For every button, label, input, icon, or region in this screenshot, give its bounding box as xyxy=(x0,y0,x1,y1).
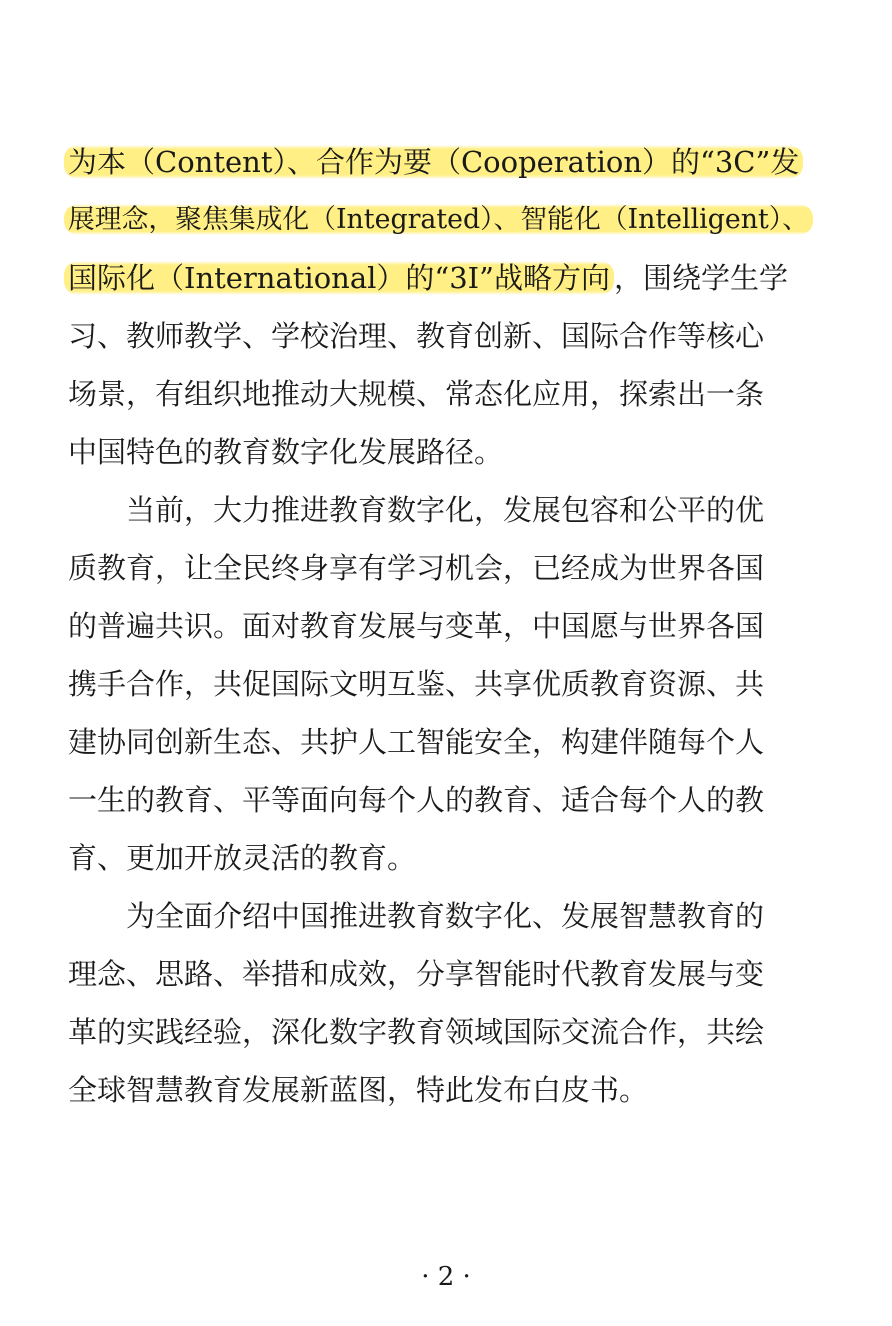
line-text: 携手合作，共促国际文明互鉴、共享优质教育资源、共 xyxy=(68,667,765,701)
text-line xyxy=(68,374,813,414)
text-line xyxy=(68,1012,813,1052)
line-text: 一生的教育、平等面向每个人的教育、适合每个人的教 xyxy=(68,783,765,817)
line-text: 建协同创新生态、共护人工智能安全，构建伴随每个人 xyxy=(68,725,765,759)
highlighted-text: 展理念，聚焦集成化（Integrated）、智能化（Intelligent）、 xyxy=(64,204,813,235)
text-line xyxy=(68,896,813,936)
line-text: 为全面介绍中国推进教育数字化、发展智慧教育的 xyxy=(68,899,765,933)
page-number: · 2 · xyxy=(421,1262,471,1292)
text-line xyxy=(68,954,813,994)
text-line xyxy=(68,432,813,472)
line-text: 习、教师教学、学校治理、教育创新、国际合作等核心 xyxy=(68,319,765,353)
text-line xyxy=(68,200,813,240)
text-line xyxy=(68,548,813,588)
text-line xyxy=(68,780,813,820)
line-text: 全球智慧教育发展新蓝图，特此发布白皮书。 xyxy=(68,1073,649,1107)
line-text: 场景，有组织地推动大规模、常态化应用，探索出一条 xyxy=(68,377,765,411)
text-line xyxy=(68,606,813,646)
line-text: 中国特色的教育数字化发展路径。 xyxy=(68,435,504,469)
text-line xyxy=(68,258,813,298)
line-text: 的普遍共识。面对教育发展与变革，中国愿与世界各国 xyxy=(68,609,765,643)
text-line xyxy=(68,838,813,878)
text-line xyxy=(68,1070,813,1110)
line-text: 革的实践经验，深化数字教育领域国际交流合作，共绘 xyxy=(68,1015,765,1049)
line-text: 当前，大力推进教育数字化，发展包容和公平的优 xyxy=(68,493,765,527)
line-text: 理念、思路、举措和成效，分享智能时代教育发展与变 xyxy=(68,957,765,991)
line-text: 质教育，让全民终身享有学习机会，已经成为世界各国 xyxy=(68,551,765,585)
text-line xyxy=(68,142,813,182)
highlighted-text: 为本（Content）、合作为要（Cooperation）的“3C”发 xyxy=(64,145,803,179)
text-line xyxy=(68,722,813,762)
text-line xyxy=(68,664,813,704)
text-line xyxy=(68,316,813,356)
line-text: 育、更加开放灵活的教育。 xyxy=(68,841,417,875)
text-line xyxy=(68,490,813,530)
highlighted-text: 国际化（International）的“3I”战略方向 xyxy=(64,261,614,295)
line-text: ，围绕学生学 xyxy=(613,261,788,295)
